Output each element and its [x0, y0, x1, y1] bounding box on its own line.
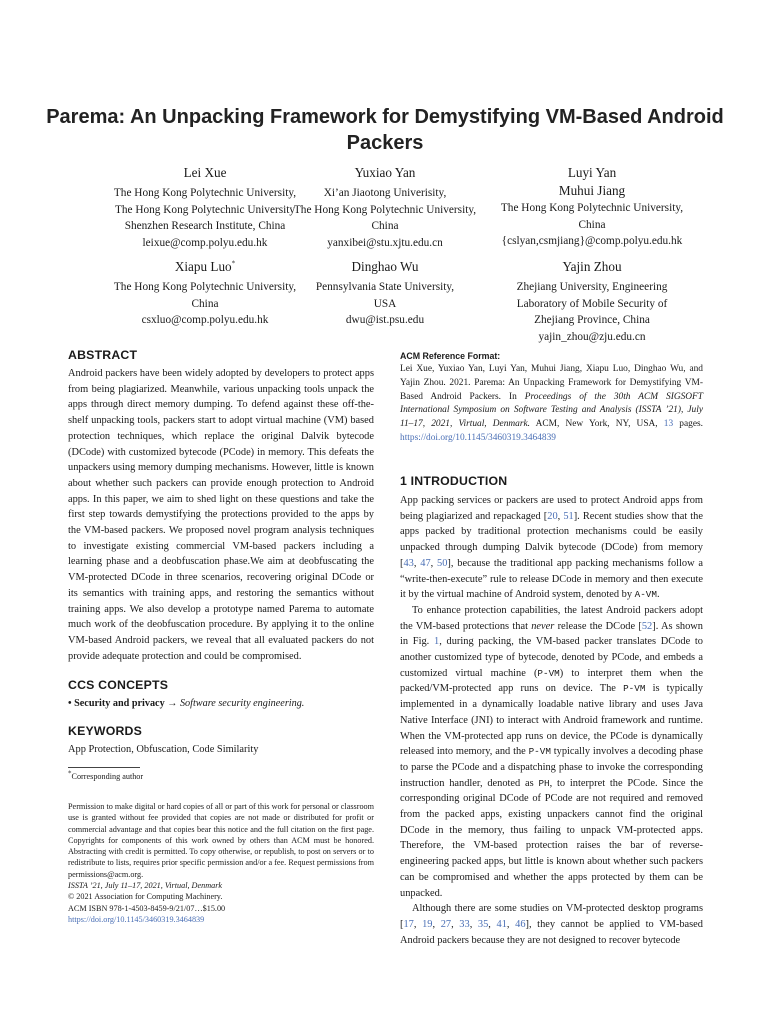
acm-reference — [400, 350, 703, 446]
code-term: P-VM — [537, 667, 560, 679]
ccs-concept — [68, 696, 374, 712]
author-affiliation: The Hong Kong Polytechnic University — [114, 203, 296, 216]
introduction-section — [400, 473, 703, 948]
code-term: P-VM — [623, 683, 646, 695]
author-affiliation: China — [578, 218, 606, 231]
citation-link[interactable]: 46 — [515, 918, 526, 930]
author-name: Xiapu Luo* — [174, 259, 236, 274]
citation-link[interactable]: 27 — [440, 918, 452, 930]
author-name: Dinghao Wu — [351, 259, 419, 274]
author-name: Yuxiao Yan — [354, 165, 416, 180]
introduction-paragraph: App packing services or packers are used to protect Android apps from being plagiarized and repackaged [20, 51]. Recent studies show that the apps packed by traditional protection mechanisms could be easily unpacked through dumping Dalvik bytecode (DCode) from memory [43, 47, 50], because the traditional app packing mechanisms follow a “write-then-execute” rule to release DCode in memory and then execute it by the virtual machine of Android system, denoted by A-VM. — [400, 495, 704, 601]
permission-isbn: ACM ISBN 978-1-4503-8459-9/21/07…$15.00 — [68, 903, 226, 913]
permission-copyright: © 2021 Association for Computing Machinery. — [68, 892, 223, 902]
ccs-heading: CCS CONCEPTS — [68, 678, 169, 692]
abstract-heading: ABSTRACT — [68, 348, 138, 362]
author-affiliation: Zhejiang Province, China — [534, 314, 650, 326]
author-affiliation: Zhejiang University, Engineering — [516, 281, 668, 293]
author-affiliation: China — [371, 220, 399, 232]
ccs-arrow: → — [167, 698, 178, 709]
author-email: yanxibei@stu.xjtu.edu.cn — [327, 236, 443, 249]
author-block — [492, 164, 692, 250]
corresponding-mark: * — [231, 259, 236, 268]
introduction-paragraph: To enhance protection capabilities, the latest Android packers adopt the VM-based protections that never release the DCode [52]. As shown in Fig. 1, during packing, the VM-based packer translates DCode to another customized type of bytecode, denoted by PCode, and embeds a customized virtual machine (P-VM) to interpret them when the packed/VM-protected app runs on device. The P-VM is typically implemented in a dynamically loadable native library and uses Java Native Interface (JNI) to interact with Android framework and runtime. When the VM-protected app runs on device, the PCode is dynamically released into memory, and the P-VM typically involves a decoding phase to parse the PCode and a dispatching phase to invoke the corresponding instruction handler, denoted as PH, to interpret the PCode. Since the corresponding original DCode of PCode are not required and removed from the packed apps, existing unpackers cannot find the original DCode in the memory, thus failing to unpack VM-protected apps. Therefore, the VM-based protection raises the bar of reverse-engineering packed apps, but little is known about whether such packers can be compromised and whether the apps protected by them can be unpacked. — [400, 604, 704, 899]
citation-link[interactable]: 43 — [403, 557, 414, 569]
code-term: P-VM — [528, 746, 551, 758]
footnote-mark: * — [68, 769, 72, 778]
author-block — [492, 258, 692, 345]
footnote-rule — [68, 767, 140, 768]
ccs-section — [68, 677, 374, 712]
citation-link[interactable]: 35 — [477, 918, 489, 930]
author-email: leixue@comp.polyu.edu.hk — [142, 236, 268, 249]
author-name: Lei Xue — [183, 165, 227, 180]
footnote-text: Corresponding author — [71, 772, 144, 781]
permission-venue: ISSTA ’21, July 11–17, 2021, Virtual, Denmark — [68, 881, 223, 891]
author-affiliation: Shenzhen Research Institute, China — [124, 220, 286, 232]
citation-link[interactable]: 1 — [433, 636, 440, 648]
author-affiliation: USA — [373, 297, 397, 310]
citation-link[interactable]: 33 — [459, 918, 470, 930]
author-name: Yajin Zhou — [562, 259, 622, 274]
author-block — [280, 164, 490, 251]
citation-link[interactable]: 52 — [641, 620, 653, 632]
code-term: PH — [538, 777, 550, 789]
author-email: csxluo@comp.polyu.edu.hk — [141, 314, 269, 326]
author-affiliation: The Hong Kong Polytechnic University, — [113, 281, 297, 293]
citation-link[interactable]: 47 — [420, 557, 431, 569]
keywords-text: App Protection, Obfuscation, Code Similarity — [68, 744, 259, 755]
author-affiliation: The Hong Kong Polytechnic University, — [500, 202, 684, 214]
permission-block — [68, 801, 374, 925]
author-affiliation: Pennsylvania State University, — [315, 281, 455, 293]
author-email: {cslyan,csmjiang}@comp.polyu.edu.hk — [501, 235, 683, 247]
keywords-section — [68, 723, 374, 758]
permission-doi-link[interactable]: https://doi.org/10.1145/3460319.3464839 — [68, 914, 205, 924]
author-affiliation: Laboratory of Mobile Security of — [516, 297, 668, 310]
introduction-paragraph: Although there are some studies on VM-protected desktop programs [17, 19, 27, 33, 35, 41, 46], they cannot be applied to VM-based Android packers because they are not designed to recover bytecode — [400, 903, 703, 946]
citation-link[interactable]: 19 — [422, 918, 433, 930]
paper-title: Parema: An Unpacking Framework for Demystifying VM-Based Android Packers — [46, 106, 724, 154]
citation-link[interactable]: 17 — [403, 918, 414, 930]
ccs-subcategory: Software security engineering. — [179, 698, 305, 709]
acm-reference-doi-link[interactable]: https://doi.org/10.1145/3460319.3464839 — [400, 432, 556, 443]
author-affiliation: China — [191, 297, 219, 310]
acm-reference-heading: ACM Reference Format: — [400, 351, 501, 361]
author-affiliation: Xi’an Jiaotong Univerisity, — [323, 187, 447, 199]
footnote — [68, 771, 374, 782]
pages-link[interactable]: 13 — [663, 419, 674, 430]
author-email: dwu@ist.psu.edu — [345, 314, 425, 326]
author-name: Muhui Jiang — [558, 183, 626, 198]
author-affiliation: The Hong Kong Polytechnic University, — [293, 203, 477, 216]
introduction-heading: 1 INTRODUCTION — [400, 474, 508, 488]
abstract-text: Android packers have been widely adopted by developers to protect apps from being plagiarized. Meanwhile, various unpacking tools unpack the apps through direct memory dumping. To defend against these off-the-shelf unpacking tools, packers start to adopt virtual machine (VM) based protection techniques, which replace the original Dalvik bytecode (DCode) with customized bytecode (PCode) in memory. This defeats the unpackers using memory dumping mechanisms. However, little is known about whether such packers can provide enough protection to Android apps. In this paper, we aim to shed light on these questions and take the first step towards demystifying the protections provided to the apps by the VM-based packers. We proposed novel program analysis techniques to investigate existing commercial VM-based packers including a learning phase and a deobfuscation phase.We aim at deobfuscating the VM-protected DCode in three scenarios, recovering original DCode or its semantics with training apps, and restoring the semantics without training apps. We also develop a prototype named Parema to automate much work of the deobfuscation procedure. By applying it to the online VM-based Android packers, we reveal that all evaluated packers do not provide adequate protection and could be compromised. — [68, 368, 374, 662]
ccs-category: • Security and privacy — [68, 698, 165, 709]
author-block — [280, 258, 490, 329]
abstract-section — [68, 347, 374, 664]
permission-text: Permission to make digital or hard copies of all or part of this work for personal or classroom use is granted without fee provided that copies are not made or distributed for profit or commercial advantage and that copies bear this notice and the full citation on the first page. Copyrights for components of this work owned by others than ACM must be honored. Abstracting with credit is permitted. To copy otherwise, or republish, to post on servers or to redistribute to lists, requires prior specific permission and/or a fee. Request permissions from permissions@acm.org. — [68, 802, 374, 879]
code-term: A-VM — [634, 589, 657, 601]
citation-link[interactable]: 20 — [547, 510, 558, 522]
citation-link[interactable]: 51 — [563, 510, 574, 522]
citation-link[interactable]: 41 — [496, 918, 507, 930]
author-affiliation: The Hong Kong Polytechnic University, — [113, 187, 297, 199]
keywords-heading: KEYWORDS — [68, 724, 143, 738]
author-name: Luyi Yan — [567, 165, 617, 180]
emphasis: never — [531, 620, 555, 632]
acm-reference-text: Lei Xue, Yuxiao Yan, Luyi Yan, Muhui Jiang, Xiapu Luo, Dinghao Wu, and Yajin Zhou. 2021. Parema: An Unpacking Framework for Demystifying VM-Based Android Packers. In Proceedings of the 30th ACM SIGSOFT International Symposium on Software Testing and Analysis (ISSTA ’21), July 11–17, 2021, Virtual, Denmark. ACM, New York, NY, USA, 13 pages. https://doi.org/10.1145/3460319.3464839 — [400, 364, 703, 443]
author-email: yajin_zhou@zju.edu.cn — [538, 330, 646, 343]
citation-link[interactable]: 50 — [437, 557, 448, 569]
